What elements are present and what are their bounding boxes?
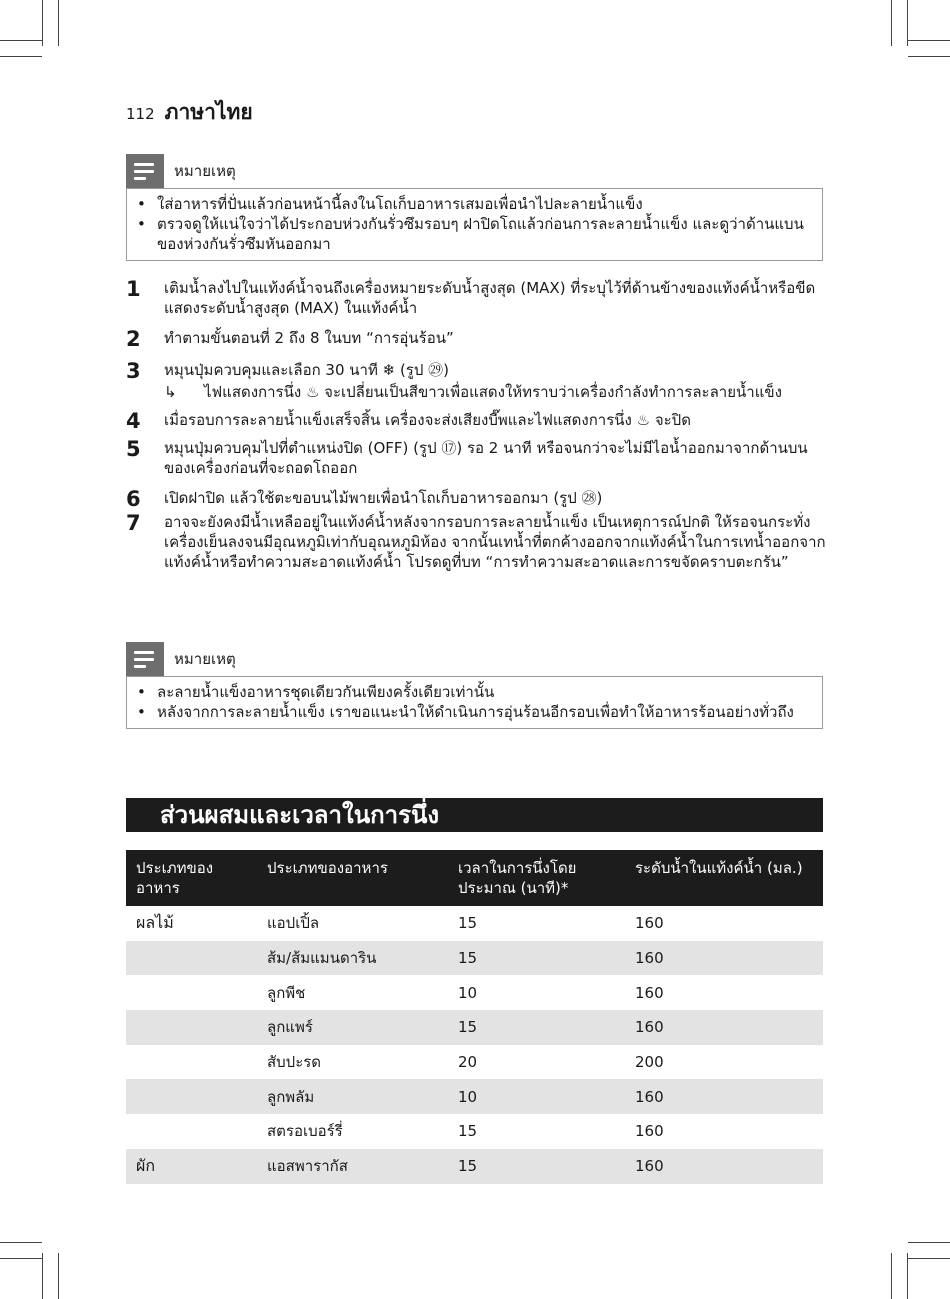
- steps-list: [126, 278, 826, 572]
- crop-mark: [891, 0, 892, 46]
- step-number: 5: [126, 437, 141, 461]
- step-4: [126, 410, 826, 432]
- note-content: [126, 676, 823, 729]
- crop-mark: [0, 1258, 42, 1259]
- step-number: 7: [126, 511, 141, 535]
- note-icon: [126, 154, 164, 188]
- step-text: เมื่อรอบการละลายน้ำแข็งเสร็จสิ้น เครื่องจะส่งเสียงบี๊พและไฟแสดงการนึ่ง ♨ จะปิด: [164, 411, 691, 429]
- note-box-1: [126, 154, 823, 261]
- note-box-2: [126, 642, 823, 729]
- crop-mark: [908, 40, 950, 41]
- step-text: อาจจะยังคงมีน้ำเหลืออยู่ในแท้งค์น้ำหลังจากรอบการละลายน้ำแข็ง เป็นเหตุการณ์ปกติ ให้รอจนกระทั่งเครื่องเย็นลงจนมีอุณหภูมิเท่ากับอุณหภูมิห้อง จากนั้นเทน้ำที่ตกค้างออกจากแท้งค์น้ำในการเทน้ำออกจากแท้งค์น้ำหรือทำความสะอาดแท้งค์น้ำ โปรดดูที่บท “การทำความสะอาดและการขจัดคราบตะกรัน”: [164, 513, 826, 571]
- table-row: สตรอเบอร์รี่ 15 160: [267, 1122, 664, 1141]
- note-bullet: • ใส่อาหารที่ปั่นแล้วก่อนหน้านี้ลงในโถเก็บอาหารเสมอเพื่อนำไปละลายน้ำแข็ง: [137, 195, 643, 213]
- crop-mark: [907, 1253, 908, 1299]
- crop-mark: [891, 1253, 892, 1299]
- section-title: ส่วนผสมและเวลาในการนึ่ง: [126, 798, 823, 832]
- step-result: [164, 382, 826, 402]
- step-number: 1: [126, 277, 141, 301]
- note-title: หมายเหตุ: [174, 162, 236, 180]
- column-header: ประเภทของอาหาร: [126, 850, 257, 906]
- crop-mark: [0, 1242, 42, 1243]
- page-header: [126, 96, 253, 129]
- table-row: ลูกพลัม 10 160: [126, 1079, 823, 1114]
- note-header: [126, 154, 823, 188]
- note-bullet: • หลังจากการละลายน้ำแข็ง เราขอแนะนำให้ดำเนินการอุ่นร้อนอีกรอบเพื่อทำให้อาหารร้อนอย่างทั่วถึง: [137, 703, 794, 721]
- crop-mark: [907, 0, 908, 46]
- step-1: [126, 278, 826, 318]
- crop-mark: [42, 0, 43, 46]
- table-row: ลูกพีช 10 160: [267, 983, 664, 1002]
- step-text: เติมน้ำลงไปในแท้งค์น้ำจนถึงเครื่องหมายระดับน้ำสูงสุด (MAX) ที่ระบุไว้ที่ด้านข้างของแท้งค์น้ำหรือขีดแสดงระดับน้ำสูงสุด (MAX) ในแท้งค์น้ำ: [164, 279, 816, 317]
- column-header: ประเภทของอาหาร: [257, 850, 448, 906]
- note-header: [126, 642, 823, 676]
- crop-mark: [0, 56, 42, 57]
- step-5: [126, 438, 826, 478]
- table-header-row: [126, 850, 823, 906]
- table-row: สับปะรด 20 200: [267, 1053, 664, 1072]
- step-number: 3: [126, 359, 141, 383]
- steaming-table: [126, 850, 823, 1184]
- step-2: [126, 328, 826, 350]
- crop-mark: [908, 1242, 950, 1243]
- table-row: ส้ม/ส้มแมนดาริน 15 160: [126, 941, 823, 976]
- result-arrow-icon: ↳: [164, 383, 177, 401]
- crop-mark: [908, 56, 950, 57]
- note-bullet: • ละลายน้ำแข็งอาหารชุดเดียวกันเพียงครั้งเดียวเท่านั้น: [137, 683, 495, 701]
- language-title: ภาษาไทย: [164, 100, 253, 124]
- step-3: [126, 360, 826, 402]
- crop-mark: [58, 0, 59, 46]
- table-row: ผลไม้ แอปเปิ้ล 15 160: [136, 912, 664, 933]
- note-title: หมายเหตุ: [174, 650, 236, 668]
- step-6: [126, 488, 826, 510]
- step-text: ทำตามขั้นตอนที่ 2 ถึง 8 ในบท “การอุ่นร้อน”: [164, 329, 454, 347]
- result-text: ไฟแสดงการนึ่ง ♨ จะเปลี่ยนเป็นสีขาวเพื่อแสดงให้ทราบว่าเครื่องกำลังทำการละลายน้ำแข็ง: [204, 383, 782, 401]
- column-header: ระดับน้ำในแท้งค์น้ำ (มล.): [625, 850, 823, 906]
- crop-mark: [58, 1253, 59, 1299]
- note-content: [126, 188, 823, 261]
- step-text: เปิดฝาปิด แล้วใช้ตะขอบนไม้พายเพื่อนำโถเก็บอาหารออกมา (รูป ㉘): [164, 489, 603, 507]
- page-number: 112: [126, 105, 155, 123]
- crop-mark: [0, 40, 42, 41]
- crop-mark: [908, 1258, 950, 1259]
- table-row: ผัก แอสพารากัส 15 160: [126, 1149, 823, 1184]
- crop-mark: [42, 1253, 43, 1299]
- table-row: ลูกแพร์ 15 160: [126, 1010, 823, 1045]
- step-number: 2: [126, 327, 141, 351]
- step-number: 6: [126, 487, 141, 511]
- step-text: หมุนปุ่มควบคุมไปที่ตำแหน่งปิด (OFF) (รูป ⑰) รอ 2 นาที หรือจนกว่าจะไม่มีไอน้ำออกมาจากด้านบนของเครื่องก่อนที่จะถอดโถออก: [164, 439, 808, 477]
- step-number: 4: [126, 409, 141, 433]
- note-bullet: • ตรวจดูให้แน่ใจว่าได้ประกอบห่วงกันรั่วซึมรอบๆ ฝาปิดโถแล้วก่อนการละลายน้ำแข็ง และดูว่าด้านแบนของห่วงกันรั่วซึมหันออกมา: [137, 215, 804, 253]
- note-icon: [126, 642, 164, 676]
- step-text: หมุนปุ่มควบคุมและเลือก 30 นาที ❄ (รูป ㉙): [164, 361, 450, 379]
- column-header: เวลาในการนึ่งโดยประมาณ (นาที)*: [448, 850, 625, 906]
- step-7: [126, 512, 826, 572]
